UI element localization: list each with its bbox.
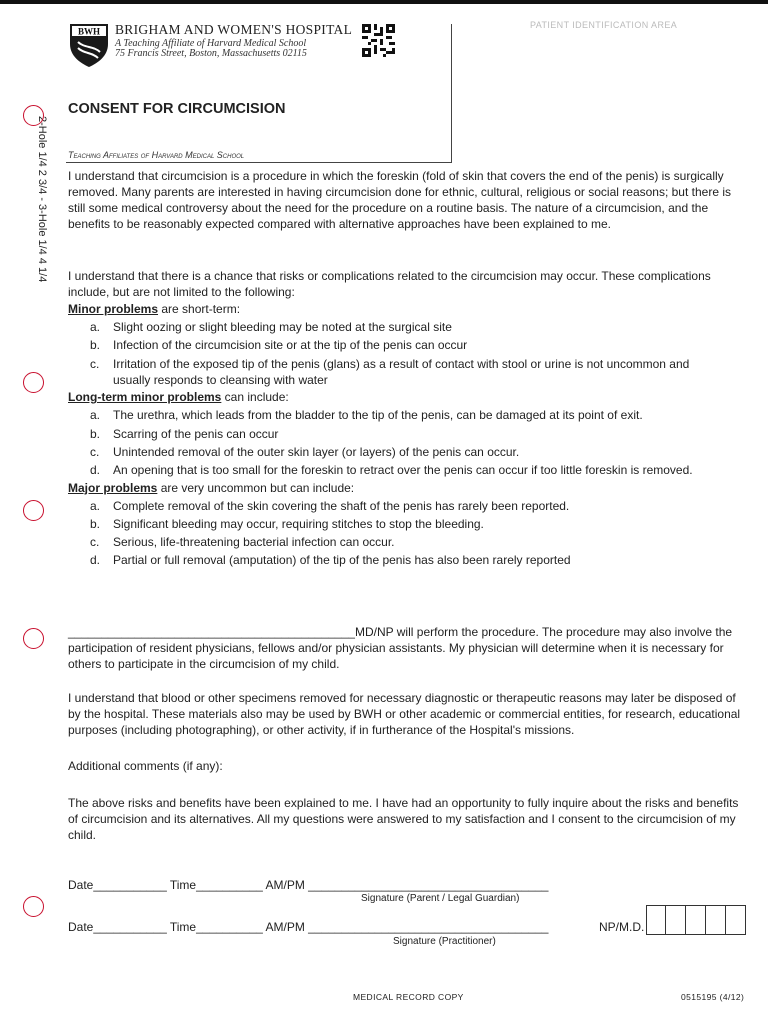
item-label: a. xyxy=(90,408,101,422)
item-label: c. xyxy=(90,535,100,549)
item-text: Irritation of the exposed tip of the penis (glans) as a result of contact with stool or urine is not uncommon and usually responds to cleansing with water xyxy=(113,357,690,387)
longterm-heading-label: Long-term minor problems xyxy=(68,390,222,404)
performer-text: MD/NP will perform the procedure. The procedure may also involve the participation of resident physicians, fellows and/or physician assistants. My physician will determine when it is necessary for others to participate in the circumcision of my child. xyxy=(68,625,733,671)
patient-identification-area: PATIENT IDENTIFICATION AREA xyxy=(530,20,678,30)
minor-heading-suffix: are short-term: xyxy=(158,302,241,316)
item-text: Serious, life-threatening bacterial infection can occur. xyxy=(113,535,395,549)
practitioner-signature-line[interactable]: Date___________ Time__________ AM/PM ____________________________________ xyxy=(68,920,549,934)
hospital-address: 75 Francis Street, Boston, Massachusetts 02115 xyxy=(115,48,307,59)
major-heading-suffix: are very uncommon but can include: xyxy=(157,481,355,495)
item-label: c. xyxy=(90,357,100,371)
list-item xyxy=(90,426,728,442)
item-text: Partial or full removal (amputation) of the tip of the penis has also been rarely reported xyxy=(113,553,571,567)
list-item xyxy=(90,552,728,568)
header-rule xyxy=(66,162,452,163)
form-title: CONSENT FOR CIRCUMCISION xyxy=(68,101,286,117)
teaching-affiliates-line: Teaching Affiliates of Harvard Medical School xyxy=(68,150,245,160)
guardian-signature-caption: Signature (Parent / Legal Guardian) xyxy=(361,893,520,904)
list-item xyxy=(90,498,728,514)
long-term-problems-heading xyxy=(68,389,744,405)
acknowledgement-paragraph: The above risks and benefits have been explained to me. I have had an opportunity to fully inquire about the risks and benefits of circumcision and its alternatives. All my questions were answered to my satisfaction and I consent to the circumcision of my child. xyxy=(68,796,739,842)
item-text: Significant bleeding may occur, requiring stitches to stop the bleeding. xyxy=(113,517,484,531)
item-text: Complete removal of the skin covering the shaft of the penis has rarely been reported. xyxy=(113,499,570,513)
guardian-signature-line[interactable]: Date___________ Time__________ AM/PM ____________________________________ xyxy=(68,878,549,892)
major-problems-heading xyxy=(68,480,744,496)
punch-hole-mark xyxy=(23,372,44,393)
list-item xyxy=(90,319,728,335)
punch-hole-mark xyxy=(23,896,44,917)
item-text: An opening that is too small for the foreskin to retract over the penis can occur if too little foreskin is removed. xyxy=(113,463,693,477)
item-label: b. xyxy=(90,517,101,531)
additional-comments-label: Additional comments (if any): xyxy=(68,759,223,773)
item-text: Scarring of the penis can occur xyxy=(113,427,279,441)
minor-heading-label: Minor problems xyxy=(68,302,159,316)
list-item xyxy=(90,356,728,388)
list-item xyxy=(90,462,728,478)
item-text: The urethra, which leads from the bladder to the tip of the penis, can be damaged at its point of exit. xyxy=(113,408,643,422)
id-box[interactable] xyxy=(686,905,706,935)
id-box[interactable] xyxy=(706,905,726,935)
item-label: a. xyxy=(90,320,101,334)
top-edge-bar xyxy=(0,0,768,4)
punch-hole-mark xyxy=(23,628,44,649)
item-label: c. xyxy=(90,445,100,459)
hospital-name: BRIGHAM AND WOMEN'S HOSPITAL xyxy=(115,22,353,37)
list-item xyxy=(90,534,728,550)
major-heading-label: Major problems xyxy=(68,481,158,495)
item-label: b. xyxy=(90,427,101,441)
patient-area-divider xyxy=(451,24,452,162)
longterm-heading-suffix: can include: xyxy=(221,390,289,404)
npmd-label: NP/M.D. xyxy=(599,920,645,934)
id-box[interactable] xyxy=(666,905,686,935)
hospital-affiliation: A Teaching Affiliate of Harvard Medical School xyxy=(115,38,307,49)
list-item xyxy=(90,444,728,460)
specimens-paragraph: I understand that blood or other specimens removed for necessary diagnostic or therapeutic reasons may later be disposed of by the hospital. These materials also may be used by BWH or other academic or commercial entities, for research, educational purposes (including photographing), or other activity, if in furtherance of the Hospital's missions. xyxy=(68,691,741,737)
medical-record-copy-label: MEDICAL RECORD COPY xyxy=(353,992,464,1002)
item-label: d. xyxy=(90,463,101,477)
list-item xyxy=(90,516,728,532)
item-label: b. xyxy=(90,338,101,352)
minor-problems-heading xyxy=(68,301,744,317)
intro-paragraph: I understand that circumcision is a procedure in which the foreskin (fold of skin that covers the end of the penis) is surgically removed. Many parents are interested in having circumcision done for ethnic, cultural, religious or social reasons; but there is still some medical controversy about the need for the procedure on a routine basis. The nature of a circumcision, and the benefits to be reasonably expected compared with alternative approaches have been explained to me. xyxy=(68,169,731,231)
item-label: a. xyxy=(90,499,101,513)
item-text: Slight oozing or slight bleeding may be noted at the surgical site xyxy=(113,320,452,334)
item-label: d. xyxy=(90,553,101,567)
practitioner-signature-caption: Signature (Practitioner) xyxy=(393,936,496,947)
punch-hole-mark xyxy=(23,500,44,521)
form-number: 0515195 (4/12) xyxy=(681,992,745,1002)
logo-letters: BWH xyxy=(77,26,101,37)
performer-name-blank[interactable]: ___________________________________________ xyxy=(68,625,355,639)
bwh-shield-logo xyxy=(68,22,110,68)
list-item xyxy=(90,337,728,353)
npmd-id-boxes[interactable] xyxy=(646,905,746,935)
item-text: Infection of the circumcision site or at the tip of the penis can occur xyxy=(113,338,468,352)
hole-punch-guide-text: 2-Hole 1/4 2 3/4 - 3-Hole 1/4 4 1/4 xyxy=(36,116,48,283)
risks-intro-paragraph: I understand that there is a chance that risks or complications related to the circumcision may occur. These complications include, but are not limited to the following: xyxy=(68,269,711,299)
performer-paragraph xyxy=(68,624,744,672)
qr-code-icon xyxy=(362,24,395,57)
item-text: Unintended removal of the outer skin layer (or layers) of the penis can occur. xyxy=(113,445,520,459)
punch-hole-mark xyxy=(23,105,44,126)
list-item xyxy=(90,407,728,423)
id-box[interactable] xyxy=(726,905,746,935)
id-box[interactable] xyxy=(646,905,666,935)
